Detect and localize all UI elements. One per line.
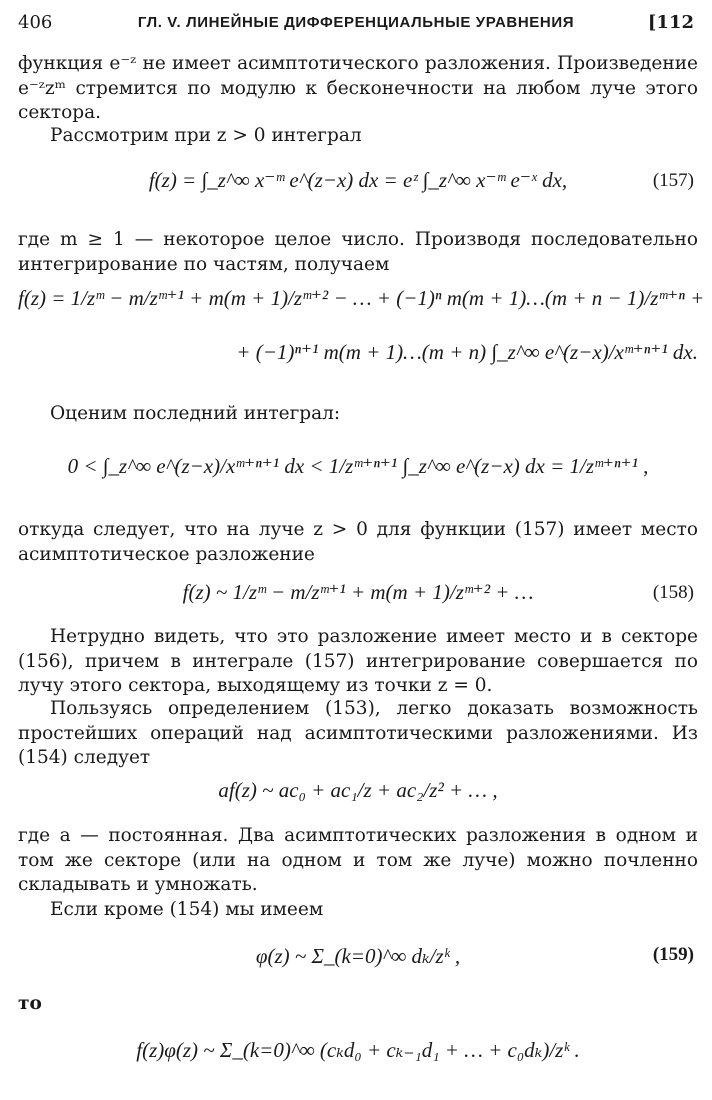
equation-158-number: (158) [652,582,694,603]
product-formula: f(z)φ(z) ~ Σ_(k=0)^∞ (cₖd₀ + cₖ₋₁d₁ + … + c₀dₖ)/zᵏ . [136,1038,580,1062]
section-number: [112 [647,12,694,33]
paragraph-2: Рассмотрим при z > 0 интеграл [50,125,362,146]
product-equation [18,1026,698,1076]
paragraph-7: Пользуясь определением (153), легко доказать возможность простейших операций над асимптотическими разложениями. Из (154) следует [18,698,698,768]
estimate-formula: 0 < ∫_z^∞ e^(z−x)/xᵐ⁺ⁿ⁺¹ dx < 1/zᵐ⁺ⁿ⁺¹ ∫_z^∞ e^(z−x) dx = 1/zᵐ⁺ⁿ⁺¹ , [67,454,649,478]
chapter-title: ГЛ. V. ЛИНЕЙНЫЕ ДИФФЕРЕНЦИАЛЬНЫЕ УРАВНЕНИЯ [137,14,575,31]
integration-by-parts-line-1: f(z) = 1/zᵐ − m/zᵐ⁺¹ + m(m + 1)/zᵐ⁺² − … + (−1)ⁿ m(m + 1)…(m + n − 1)/zᵐ⁺ⁿ + [18,286,705,310]
paragraph-3: где m ≥ 1 — некоторое целое число. Производя последовательно интегрирование по частям, получаем [18,229,698,275]
paragraph-4: Оценим последний интеграл: [50,403,341,424]
equation-158 [18,570,698,620]
integration-by-parts-line-2: + (−1)ⁿ⁺¹ m(m + 1)…(m + n) ∫_z^∞ e^(z−x)/xᵐ⁺ⁿ⁺¹ dx. [236,340,698,364]
paragraph-10: то [18,993,42,1014]
paragraph-6: Нетрудно видеть, что это разложение имеет место и в секторе (156), причем в интеграле (157) интегрирование совершается по лучу этого сектора, выходящему из точки z = 0. [18,626,698,696]
page-number: 406 [18,12,53,33]
scalar-multiple-formula: af(z) ~ ac₀ + ac₁/z + ac₂/z² + … , [218,778,498,802]
scalar-multiple-equation [18,772,698,822]
paragraph-1: функция e⁻ᶻ не имеет асимптотического разложения. Произведение e⁻ᶻzᵐ стремится по модулю к бесконечности на любом луче этого сектора. [18,53,698,123]
equation-157-formula: f(z) = ∫_z^∞ x⁻ᵐ e^(z−x) dx = eᶻ ∫_z^∞ x⁻ᵐ e⁻ˣ dx, [148,168,568,192]
equation-157 [18,158,698,208]
equation-158-formula: f(z) ~ 1/zᵐ − m/zᵐ⁺¹ + m(m + 1)/zᵐ⁺² + … [182,580,534,604]
paragraph-9: Если кроме (154) мы имеем [50,899,324,920]
equation-159-formula: φ(z) ~ Σ_(k=0)^∞ dₖ/zᵏ , [255,944,461,968]
equation-159 [18,930,698,980]
equation-159-number: (159) [652,944,694,965]
paragraph-8: где a — постоянная. Два асимптотических разложения в одном и том же секторе (или на одном и том же луче) можно почленно складывать и умножать. [18,825,698,895]
running-header [18,12,694,38]
equation-157-number: (157) [652,170,694,191]
paragraph-5: откуда следует, что на луче z > 0 для функции (157) имеет место асимптотическое разложение [18,519,698,565]
estimate-equation [18,442,698,492]
